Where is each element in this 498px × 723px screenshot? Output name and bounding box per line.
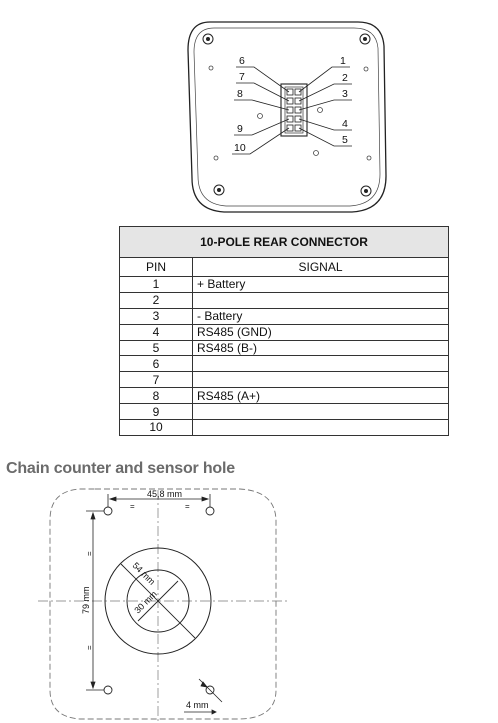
table-row — [120, 277, 449, 293]
signal-name — [193, 420, 449, 436]
signal-name — [193, 356, 449, 372]
table-row — [120, 324, 449, 340]
pin-label: 9 — [237, 123, 243, 135]
pin-label: 2 — [342, 72, 348, 84]
signal-name — [193, 292, 449, 308]
table-row — [120, 356, 449, 372]
signal-name — [193, 372, 449, 388]
table-title: 10-POLE REAR CONNECTOR — [120, 227, 449, 258]
width-dimension-label: 45,8 mm — [147, 489, 183, 499]
hole-size-label: 4 mm — [186, 700, 209, 710]
pin-number: 8 — [120, 388, 193, 404]
section-title: Chain counter and sensor hole — [6, 460, 235, 477]
inner-diameter-label: 30 mm — [132, 588, 159, 616]
signal-name: - Battery — [193, 308, 449, 324]
pin-label: 1 — [340, 55, 346, 67]
connector-pin-table — [119, 226, 449, 436]
signal-name: + Battery — [193, 277, 449, 293]
device-rear-view — [0, 0, 498, 220]
pin-number: 2 — [120, 292, 193, 308]
height-dimension-label: 79 mm — [81, 586, 91, 614]
pin-number: 9 — [120, 404, 193, 420]
pin-number: 5 — [120, 340, 193, 356]
pin-number: 1 — [120, 277, 193, 293]
signal-name: RS485 (B-) — [193, 340, 449, 356]
table-row — [120, 404, 449, 420]
pin-number: 7 — [120, 372, 193, 388]
pin-label: 8 — [237, 88, 243, 100]
table-row — [120, 420, 449, 436]
equal-mark: = — [130, 502, 135, 511]
pin-label: 4 — [342, 118, 348, 130]
equal-mark: = — [185, 502, 190, 511]
column-header-pin: PIN — [120, 258, 193, 277]
pin-number: 10 — [120, 420, 193, 436]
equal-mark: = — [85, 551, 94, 556]
pin-number: 3 — [120, 308, 193, 324]
rear-connector — [281, 84, 307, 136]
pin-label: 7 — [239, 71, 245, 83]
sensor-hole-drawing — [0, 480, 498, 723]
equal-mark: = — [85, 645, 94, 650]
pin-label: 5 — [342, 134, 348, 146]
table-row — [120, 388, 449, 404]
pin-number: 4 — [120, 324, 193, 340]
table-row — [120, 372, 449, 388]
signal-name — [193, 404, 449, 420]
table-row — [120, 308, 449, 324]
table-row — [120, 340, 449, 356]
pin-label: 3 — [342, 88, 348, 100]
pin-label: 10 — [234, 142, 246, 154]
signal-name: RS485 (A+) — [193, 388, 449, 404]
signal-name: RS485 (GND) — [193, 324, 449, 340]
outer-diameter-label: 54 mm — [130, 560, 158, 587]
pin-label: 6 — [239, 55, 245, 67]
pin-number: 6 — [120, 356, 193, 372]
column-header-signal: SIGNAL — [193, 258, 449, 277]
table-row — [120, 292, 449, 308]
